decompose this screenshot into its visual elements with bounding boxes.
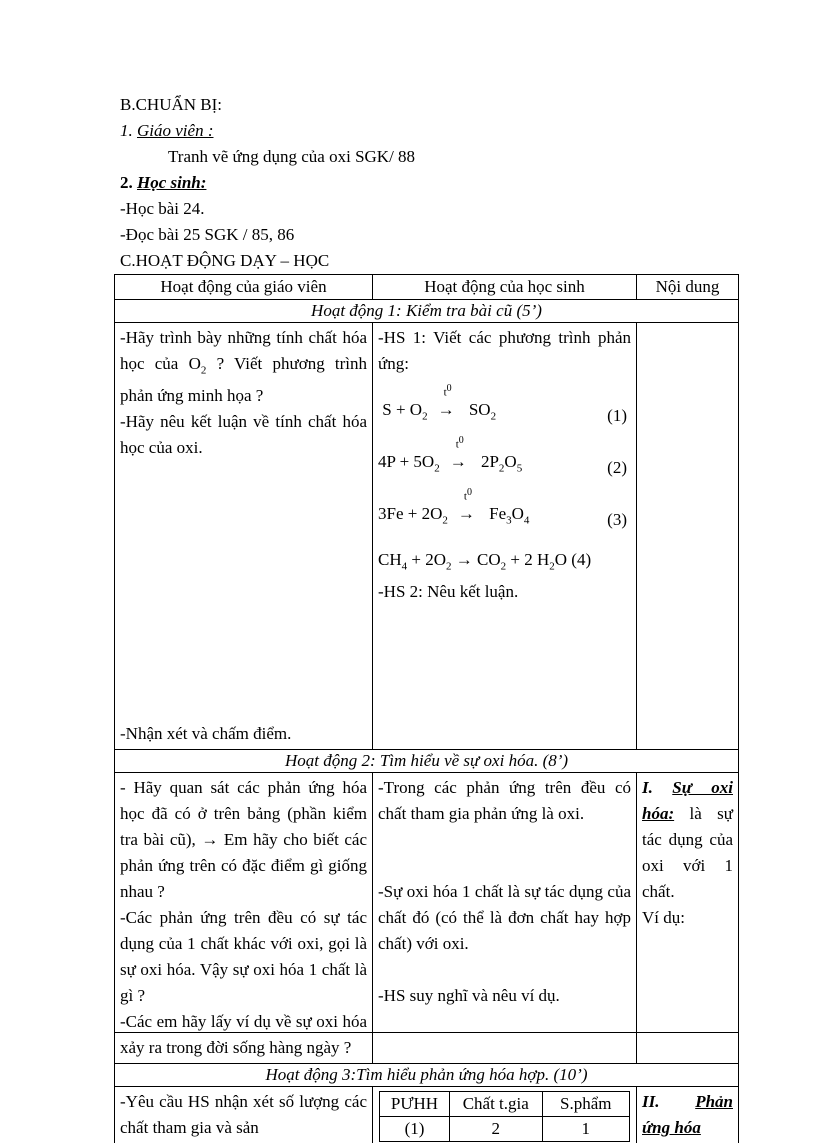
teacher-paragraph-2: -Các phản ứng trên đều có sự tác dụng của 1 chất khác với oxi, gọi là sự oxi hóa. Vậy sự oxi hóa 1 chất là gì ? xyxy=(120,908,367,1006)
teacher-paragraph-1: - Hãy quan sát các phản ứng hóa học đã có ở trên bảng (phần kiểm tra bài cũ), → Em hãy cho biết các phản ứng trên có đặc điểm gì giống nhau ? xyxy=(120,778,367,902)
preparation-section xyxy=(120,92,740,274)
student-paragraph-2: -Sự oxi hóa 1 chất là sự tác dụng của chất đó (có thể là đơn chất hay hợp chất) với oxi. xyxy=(378,882,631,954)
heat-arrow-icon: $t^0$ → xyxy=(449,434,467,471)
teacher-item: Tranh vẽ ứng dụng của oxi SGK/ 88 xyxy=(168,147,416,166)
teacher-heading xyxy=(120,118,740,144)
activity-2-content xyxy=(637,773,739,1064)
student-num: 2. xyxy=(120,173,133,192)
header-content: Nội dung xyxy=(637,275,739,300)
inner-header-reactants: Chất t.gia xyxy=(450,1092,543,1117)
heat-arrow-icon: $t^0$ → xyxy=(457,486,475,523)
activity-3-row xyxy=(115,1087,739,1143)
student-item-2: -Đọc bài 25 SGK / 85, 86 xyxy=(120,225,295,244)
teacher-question-3: -Nhận xét và chấm điểm. xyxy=(120,724,292,744)
inner-data-row xyxy=(380,1117,630,1142)
prep-heading: B.CHUẨN BỊ: xyxy=(120,95,223,114)
student-paragraph-3: -HS suy nghĩ và nêu ví dụ. xyxy=(378,986,560,1006)
teacher-paragraph-3: -Các em hãy lấy ví dụ về sự oxi hóa xảy ra trong đời sống hàng ngày ? xyxy=(120,1012,367,1058)
page-bottom-rule xyxy=(114,1032,738,1033)
inner-cell-reaction: (1) xyxy=(380,1117,450,1142)
reaction-summary-table xyxy=(379,1091,630,1142)
inner-header-reaction: PƯHH xyxy=(380,1092,450,1117)
student-heading xyxy=(120,170,740,196)
activity-1-row xyxy=(115,323,739,750)
equation-1: $S + O_2$ $t^0$ → $SO_2$ (1) xyxy=(382,382,627,425)
equation-3: $3Fe + 2O_2$ $t^0$ → $Fe_3O_4$ (3) xyxy=(378,486,627,529)
teacher-question-2: -Hãy nêu kết luận về tính chất hóa học của oxi. xyxy=(120,412,367,458)
activity-2-student xyxy=(373,773,637,1064)
activity-1-title: Hoạt động 1: Kiểm tra bài cũ (5’) xyxy=(115,300,739,323)
teacher-num: 1. xyxy=(120,121,133,140)
activities-heading: C.HOẠT ĐỘNG DẠY – HỌC xyxy=(120,251,330,270)
student-answer-2: -HS 2: Nêu kết luận. xyxy=(378,582,519,602)
student-label: Học sinh: xyxy=(137,173,207,192)
student-item-1: -Học bài 24. xyxy=(120,199,205,218)
student-answer-1: -HS 1: Viết các phương trình phản ứng: xyxy=(378,328,631,373)
header-student: Hoạt động của học sinh xyxy=(373,275,637,300)
student-paragraph-1: -Trong các phản ứng trên đều có chất tham gia phản ứng là oxi. xyxy=(378,778,631,824)
activity-1-content xyxy=(637,323,739,750)
activity-3-content: II. Phản ứng hóa xyxy=(637,1087,739,1143)
table-header-row xyxy=(115,275,739,300)
content-definition: I. Sự oxi hóa: là sự tác dụng của oxi với 1 chất. xyxy=(642,778,733,902)
activity-2-title-row xyxy=(115,750,739,773)
activity-1-title-row xyxy=(115,300,739,323)
activity-3-title-row xyxy=(115,1064,739,1087)
inner-header-row xyxy=(380,1092,630,1117)
equation-2: $4P + 5O_2$ $t^0$ → $2P_2O_5$ (2) xyxy=(378,434,627,477)
activity-3-student xyxy=(373,1087,637,1143)
teacher-question-1: -Hãy trình bày những tính chất hóa học của $O_2$ ? Viết phương trình phản ứng minh họa ? xyxy=(120,328,368,406)
activity-3-title: Hoạt động 3:Tìm hiểu phản ứng hóa hợp. (10’) xyxy=(115,1064,739,1087)
activity-1-teacher xyxy=(115,323,373,750)
header-teacher: Hoạt động của giáo viên xyxy=(115,275,373,300)
activity-2-title: Hoạt động 2: Tìm hiểu về sự oxi hóa. (8’) xyxy=(115,750,739,773)
inner-cell-reactants: 2 xyxy=(450,1117,543,1142)
inner-header-products: S.phẩm xyxy=(542,1092,630,1117)
activity-1-student xyxy=(373,323,637,750)
teacher-label: Giáo viên : xyxy=(137,121,214,140)
content-example: Ví dụ: xyxy=(642,908,685,928)
equation-4: $CH_4 + 2O_2 \to CO_2 + 2$ $H_2O$ (4) xyxy=(378,550,592,573)
activity-3-teacher: -Yêu cầu HS nhận xét số lượng các chất tham gia và sản xyxy=(115,1087,373,1143)
activity-2-teacher xyxy=(115,773,373,1064)
heat-arrow-icon: $t^0$ → xyxy=(437,382,455,419)
inner-cell-products: 1 xyxy=(542,1117,630,1142)
activity-2-row xyxy=(115,773,739,1064)
lesson-table xyxy=(114,274,739,1143)
